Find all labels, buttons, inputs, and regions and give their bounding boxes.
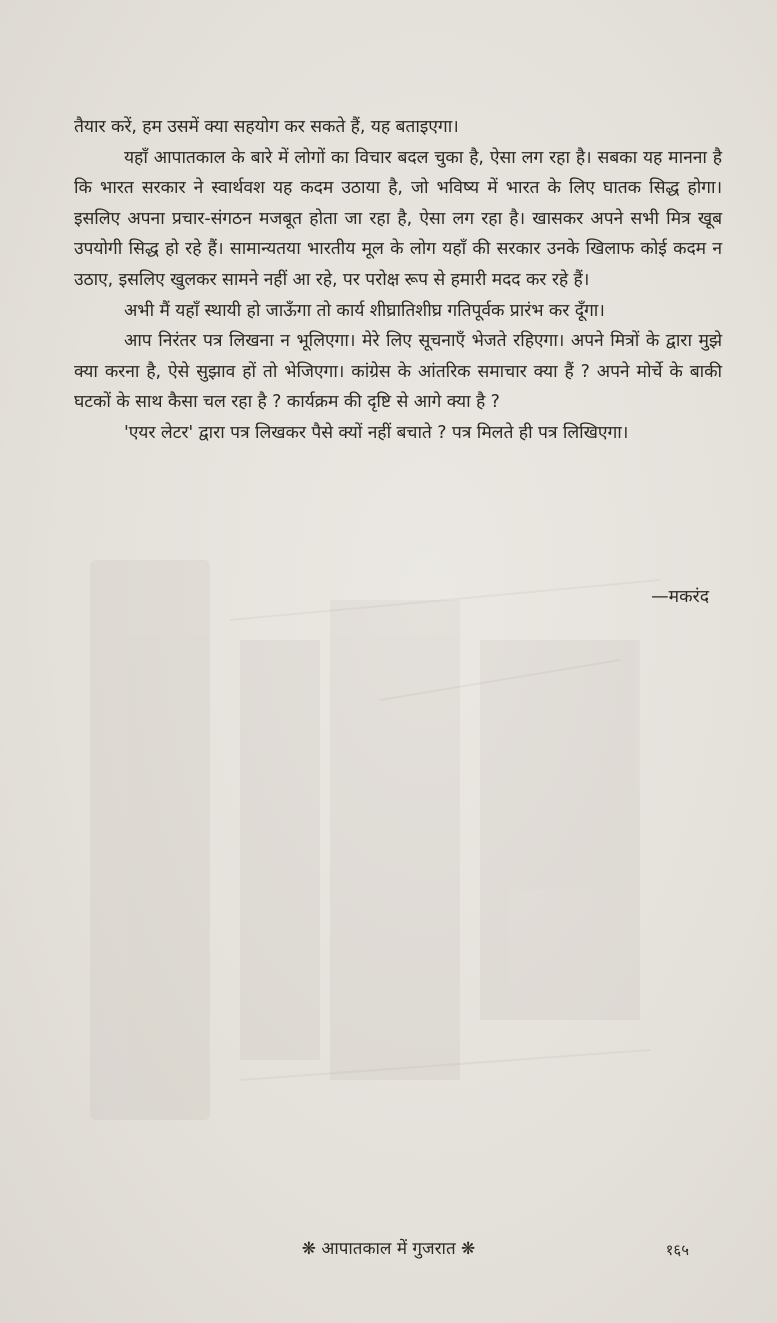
page-number: १६५ [665, 1241, 689, 1259]
running-footer-title: ❋ आपातकाल में गुजरात ❋ [301, 1239, 476, 1259]
paragraph-4: आप निरंतर पत्र लिखना न भूलिएगा। मेरे लिए सूचनाएँ भेजते रहिएगा। अपने मित्रों के द्वारा मुझे क्या करना है, ऐसे सुझाव हों तो भेजिएगा। कांग्रेस के आंतरिक समाचार क्या हैं ? अपने मोर्चे के बाकी घटकों के साथ कैसा चल रहा है ? कार्यक्रम की दृष्टि से आगे क्या है ? [74, 331, 722, 413]
signature: —मकरंद [651, 587, 709, 607]
paragraph-1: तैयार करें, हम उसमें क्या सहयोग कर सकते हैं, यह बताइएगा। [74, 117, 459, 137]
paragraph-5: 'एयर लेटर' द्वारा पत्र लिखकर पैसे क्यों नहीं बचाते ? पत्र मिलते ही पत्र लिखिएगा। [124, 422, 629, 443]
letter-body [74, 112, 722, 449]
paragraph-3: अभी मैं यहाँ स्थायी हो जाऊँगा तो कार्य शीघ्रातिशीघ्र गतिपूर्वक प्रारंभ कर दूँगा। [124, 300, 605, 321]
paragraph-2: यहाँ आपातकाल के बारे में लोगों का विचार बदल चुका है, ऐसा लग रहा है। सबका यह मानना है कि भारत सरकार ने स्वार्थवश यह कदम उठाया है, जो भविष्य में भारत के लिए घातक सिद्ध होगा। इसलिए अपना प्रचार-संगठन मजबूत होता जा रहा है, ऐसा लग रहा है। खासकर अपने सभी मित्र खूब उपयोगी सिद्ध हो रहे हैं। सामान्यतया भारतीय मूल के लोग यहाँ की सरकार उनके खिलाफ कोई कदम न उठाए, इसलिए खुलकर सामने नहीं आ रहे, पर परोक्ष रूप से हमारी मदद कर रहे हैं। [74, 147, 722, 290]
